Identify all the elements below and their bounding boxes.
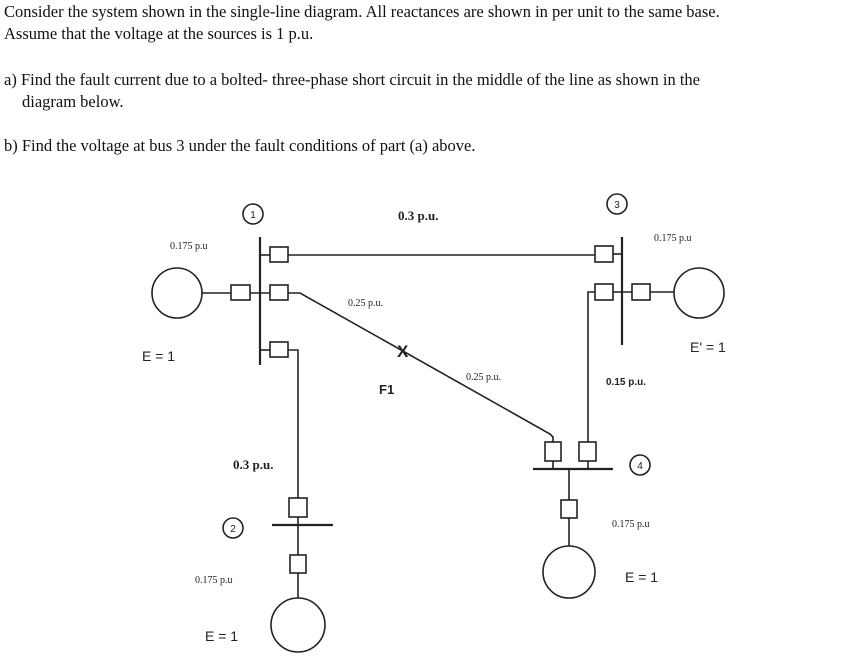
fault-mark: X <box>397 342 409 361</box>
gen-1-emf: E = 1 <box>142 348 176 364</box>
fault-label: F1 <box>379 382 395 397</box>
breaker <box>270 285 288 300</box>
line-1-2-reactance: 0.3 p.u. <box>233 457 274 472</box>
gen-2-emf: E = 1 <box>205 628 239 644</box>
gen-3-emf: E' = 1 <box>690 339 726 355</box>
generator-4 <box>543 546 595 598</box>
breaker <box>561 500 577 518</box>
breaker <box>270 342 288 357</box>
line-3-4-reactance: 0.15 p.u. <box>606 377 647 388</box>
line-fault-4-reactance: 0.25 p.u. <box>466 372 501 383</box>
line-1-3-reactance: 0.3 p.u. <box>398 208 439 223</box>
bus-1-label: 1 <box>250 210 256 221</box>
generator-1 <box>152 268 202 318</box>
breaker <box>231 285 250 300</box>
gen-4-reactance: 0.175 p.u <box>612 519 650 530</box>
breaker <box>579 442 596 461</box>
generator-2 <box>271 598 325 652</box>
part-b: b) Find the voltage at bus 3 under the fault conditions of part (a) above. <box>4 136 476 155</box>
breaker <box>632 284 650 300</box>
gen-4-emf: E = 1 <box>625 569 659 585</box>
bus-2-label: 2 <box>230 524 236 535</box>
part-a-line-1: a) Find the fault current due to a bolted- three-phase short circuit in the middle of the line as shown in the <box>4 70 701 89</box>
breaker <box>595 246 613 262</box>
breaker <box>270 247 288 262</box>
breaker <box>290 555 306 573</box>
generator-3 <box>674 268 724 318</box>
gen-2-reactance: 0.175 p.u <box>195 575 233 586</box>
part-a-line-2: diagram below. <box>22 92 124 111</box>
breaker <box>545 442 561 461</box>
bus-4-label: 4 <box>637 461 643 472</box>
line-3-4 <box>588 292 595 442</box>
gen-3-reactance: 0.175 p.u <box>654 233 692 244</box>
line-1-fault-reactance: 0.25 p.u. <box>348 298 383 309</box>
breaker <box>595 284 613 300</box>
breaker <box>289 498 307 517</box>
intro-line-1: Consider the system shown in the single-line diagram. All reactances are shown in per unit to the same base. <box>4 2 720 21</box>
line-1-4 <box>288 293 553 442</box>
intro-line-2: Assume that the voltage at the sources is 1 p.u. <box>4 24 314 43</box>
gen-1-reactance: 0.175 p.u <box>170 241 208 252</box>
line-1-2 <box>288 350 298 498</box>
bus-3-label: 3 <box>614 200 620 211</box>
